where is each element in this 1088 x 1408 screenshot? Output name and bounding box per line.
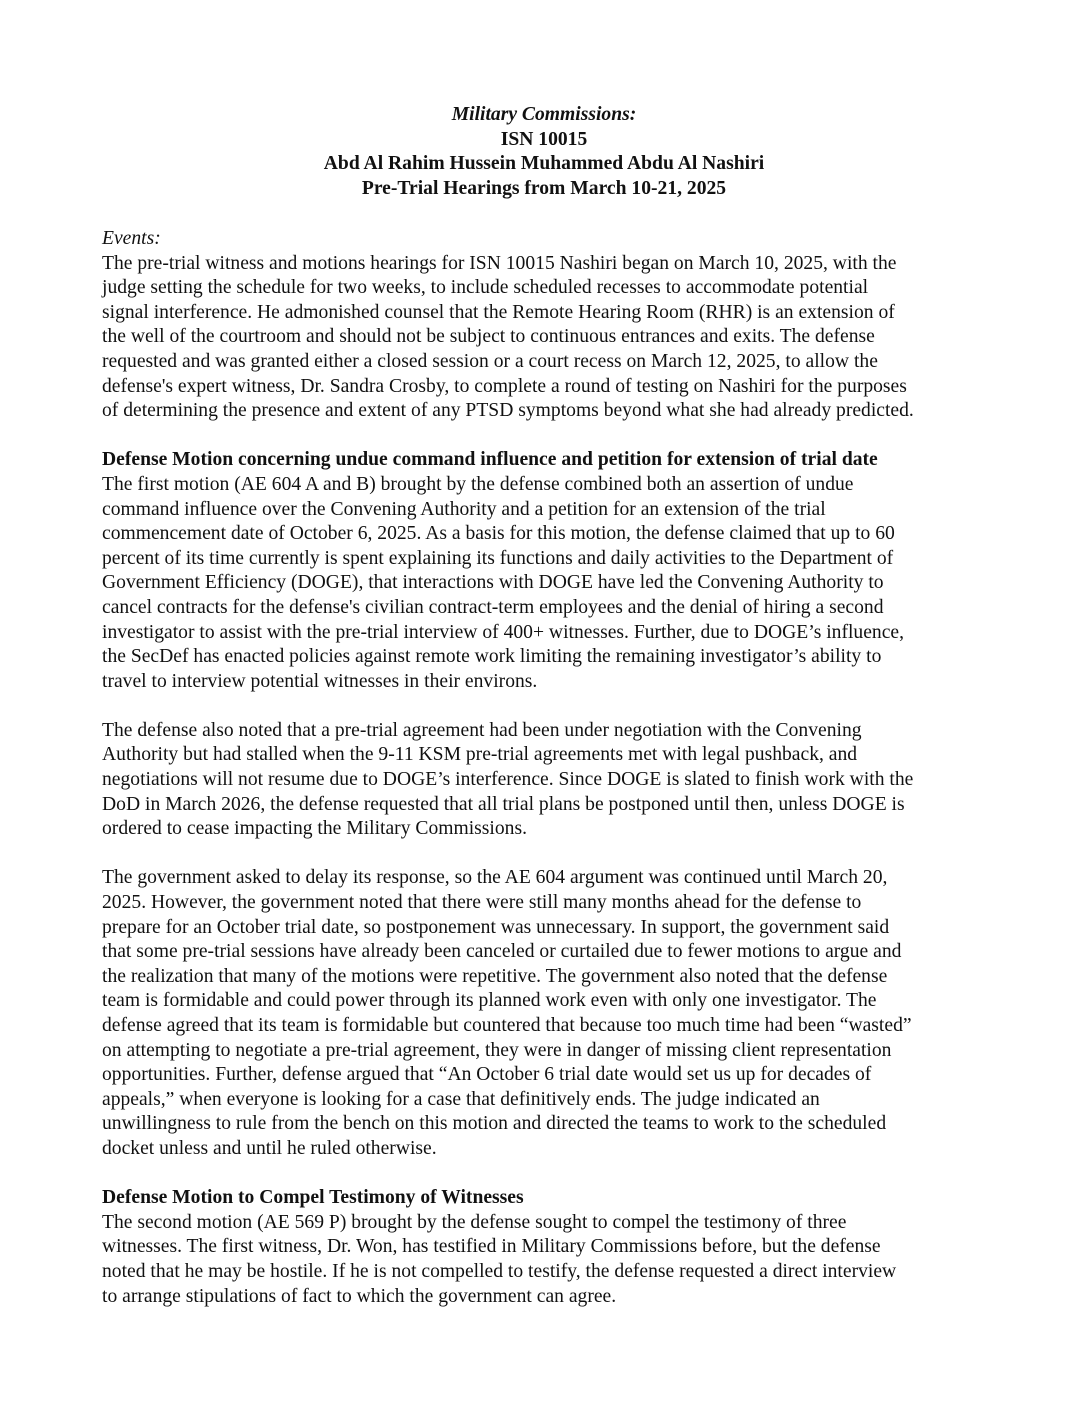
header-commission-title: Military Commissions: <box>451 104 637 125</box>
text-line: the SecDef has enacted policies against remote work limiting the remaining investigator’s ability to <box>102 646 882 668</box>
text-line: cancel contracts for the defense's civilian contract-term employees and the denial of hiring a second <box>102 596 884 618</box>
paragraph-gap <box>102 694 992 719</box>
text-line: commencement date of October 6, 2025. As a basis for this motion, the defense claimed that up to 60 <box>102 523 895 545</box>
document-body <box>102 227 992 1309</box>
text-line: docket unless and until he ruled otherwise. <box>102 1137 437 1159</box>
text-line: Government Efficiency (DOGE), that interactions with DOGE have led the Convening Authority to <box>102 572 884 594</box>
events-label: Events: <box>102 228 161 249</box>
text-line: team is formidable and could power through its planned work even with only one investigator. The <box>102 990 877 1012</box>
text-line: judge setting the schedule for two weeks, to include scheduled recesses to accommodate potential <box>102 277 869 299</box>
section1-paragraph-3 <box>102 866 992 1161</box>
text-line: travel to interview potential witnesses in their environs. <box>102 670 538 692</box>
text-line: of determining the presence and extent of any PTSD symptoms beyond what she had already predicted. <box>102 400 914 422</box>
text-line: opportunities. Further, defense argued that “An October 6 trial date would set us up for decades of <box>102 1064 872 1086</box>
text-line: negotiations will not resume due to DOGE’s interference. Since DOGE is slated to finish work with the <box>102 769 914 791</box>
text-line: 2025. However, the government noted that there were still many months ahead for the defense to <box>102 892 862 914</box>
text-line: the well of the courtroom and should not be subject to continuous entrances and exits. The defense <box>102 326 875 348</box>
section-heading-compel-testimony: Defense Motion to Compel Testimony of Witnesses <box>102 1187 524 1209</box>
text-line: signal interference. He admonished counsel that the Remote Hearing Room (RHR) is an extension of <box>102 301 895 323</box>
text-line: investigator to assist with the pre-trial interview of 400+ witnesses. Further, due to DOGE’s influence, <box>102 621 905 643</box>
document-header <box>0 103 1088 201</box>
text-line: requested and was granted either a closed session or a court recess on March 12, 2025, to allow the <box>102 350 878 372</box>
header-detainee-name: Abd Al Rahim Hussein Muhammed Abdu Al Nashiri <box>323 153 765 175</box>
events-paragraph <box>102 252 992 424</box>
text-line: percent of its time currently is spent explaining its functions and daily activities to the Department of <box>102 547 894 569</box>
paragraph-gap <box>102 424 992 449</box>
section1-paragraph-1 <box>102 473 992 694</box>
text-line: ordered to cease impacting the Military Commissions. <box>102 818 527 840</box>
paragraph-gap <box>102 1162 992 1187</box>
text-line: The second motion (AE 569 P) brought by the defense sought to compel the testimony of three <box>102 1211 847 1233</box>
text-line: Authority but had stalled when the 9-11 KSM pre-trial agreements met with legal pushback, and <box>102 744 858 766</box>
section2-paragraph-1 <box>102 1211 992 1309</box>
section1-paragraph-2 <box>102 719 992 842</box>
text-line: the realization that many of the motions were repetitive. The government also noted that the defense <box>102 965 888 987</box>
text-line: command influence over the Convening Authority and a petition for an extension of the trial <box>102 498 826 520</box>
header-isn: ISN 10015 <box>500 128 588 150</box>
text-line: The first motion (AE 604 A and B) brought by the defense combined both an assertion of undue <box>102 473 854 495</box>
header-hearing-dates: Pre-Trial Hearings from March 10-21, 2025 <box>361 177 727 199</box>
section-heading-command-influence: Defense Motion concerning undue command influence and petition for extension of trial date <box>102 449 878 471</box>
text-line: appeals,” when everyone is looking for a case that definitively ends. The judge indicated an <box>102 1088 820 1110</box>
text-line: that some pre-trial sessions have already been canceled or curtailed due to fewer motions to argue and <box>102 941 902 963</box>
text-line: The government asked to delay its response, so the AE 604 argument was continued until March 20, <box>102 867 888 889</box>
text-line: The defense also noted that a pre-trial agreement had been under negotiation with the Convening <box>102 719 862 741</box>
text-line: The pre-trial witness and motions hearings for ISN 10015 Nashiri began on March 10, 2025, with the <box>102 252 897 274</box>
text-line: to arrange stipulations of fact to which the government can agree. <box>102 1285 617 1307</box>
text-line: defense agreed that its team is formidable but countered that because too much time had been “wasted” <box>102 1015 912 1036</box>
text-line: noted that he may be hostile. If he is not compelled to testify, the defense requested a direct interview <box>102 1260 897 1282</box>
text-line: on attempting to negotiate a pre-trial agreement, they were in danger of missing client representation <box>102 1039 892 1061</box>
text-line: defense's expert witness, Dr. Sandra Crosby, to complete a round of testing on Nashiri for the purposes <box>102 375 907 397</box>
text-line: DoD in March 2026, the defense requested that all trial plans be postponed until then, unless DOGE is <box>102 793 905 815</box>
paragraph-gap <box>102 842 992 867</box>
text-line: prepare for an October trial date, so postponement was unnecessary. In support, the government said <box>102 916 890 938</box>
text-line: unwillingness to rule from the bench on this motion and directed the teams to work to the scheduled <box>102 1113 887 1135</box>
text-line: witnesses. The first witness, Dr. Won, has testified in Military Commissions before, but the defense <box>102 1236 881 1258</box>
